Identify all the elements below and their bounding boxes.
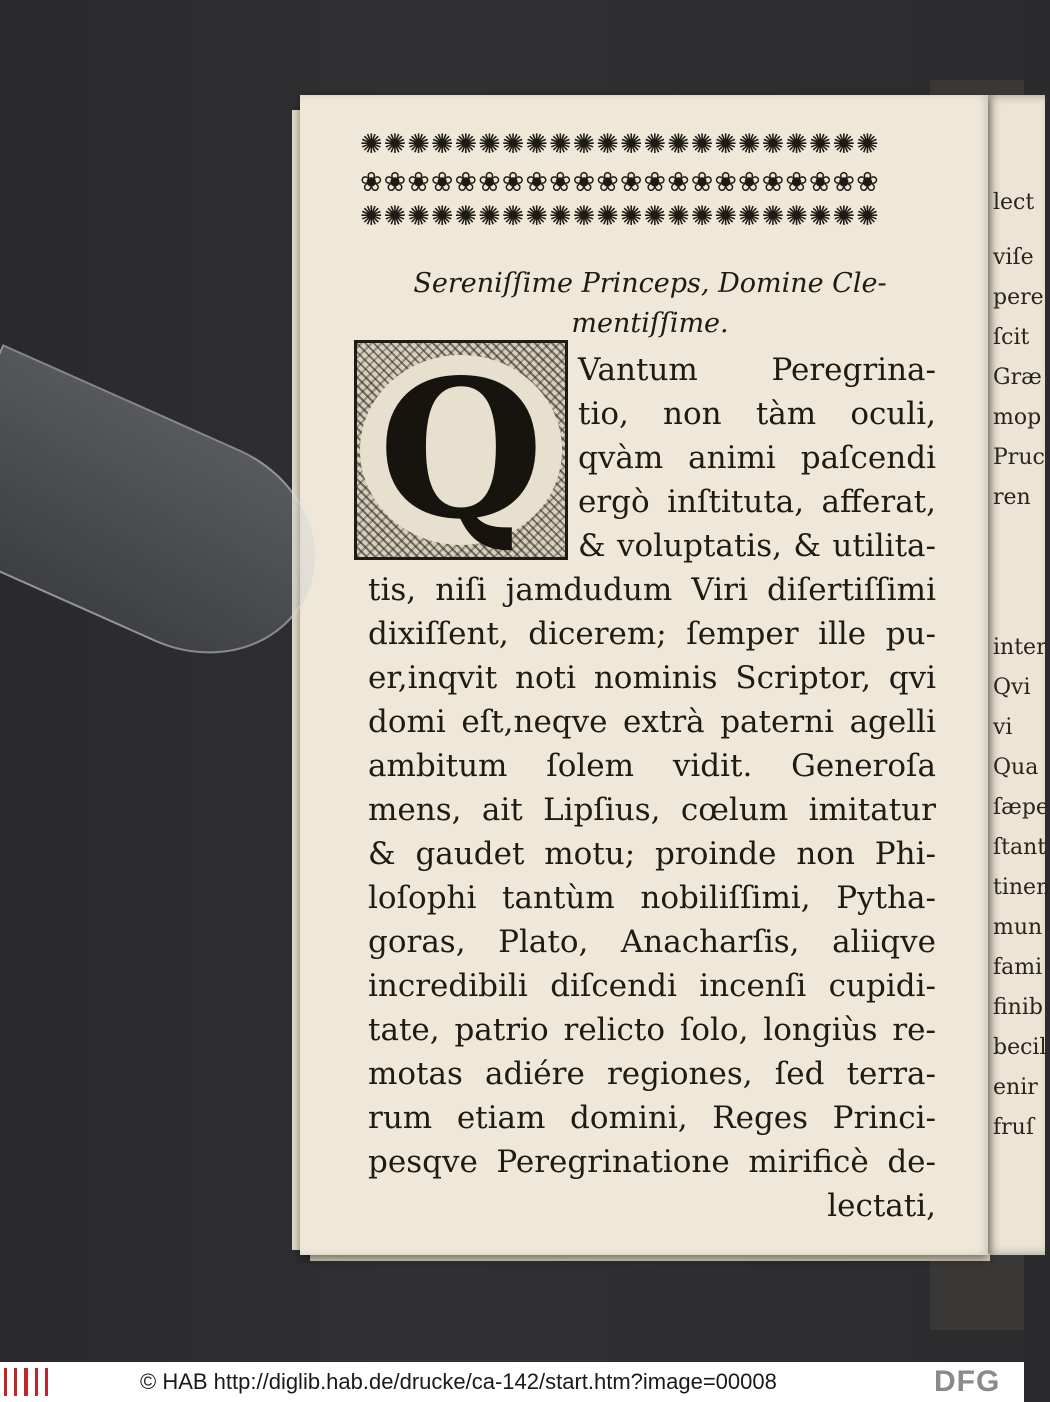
text-line: tis, niſi jamdudum Viri diſertiſſimi [368, 572, 936, 608]
ornament-border-row: ✺✺✺✺✺✺✺✺✺✺✺✺✺✺✺✺✺✺✺✺✺✺ [360, 129, 880, 160]
text-line: ambitum ſolem vidit. Generoſa [368, 748, 936, 784]
next-page-word: Qua [993, 755, 1039, 780]
next-page-word: becil [993, 1035, 1047, 1060]
text-line: tio, non tàm oculi, [578, 396, 936, 432]
next-page-word: viſe [993, 245, 1034, 270]
next-page-word: fami [993, 955, 1043, 980]
next-page-word: lect [993, 190, 1035, 215]
next-page-word: fruſ [993, 1115, 1034, 1140]
next-page-word: Græ [993, 365, 1042, 390]
text-line: incredibili diſcendi incenſi cupidi- [368, 968, 936, 1004]
text-line: motas adiére regiones, ſed terra- [368, 1056, 936, 1092]
footer-url[interactable]: © HAB http://diglib.hab.de/drucke/ca-142/start.htm?image=00008 [140, 1369, 777, 1394]
next-page-word: enir [993, 1075, 1038, 1100]
next-page-word: ſcit [993, 325, 1030, 350]
text-line: rum etiam domini, Reges Princi- [368, 1100, 936, 1136]
catchword: lectati, [827, 1188, 936, 1224]
next-page-word: finib [993, 995, 1043, 1020]
dfg-logo: DFG [934, 1365, 1001, 1398]
next-page-word: Qvi [993, 675, 1031, 700]
salutation-heading-line: Sereniſſime Princeps, Domine Cle- [413, 268, 887, 299]
next-page-word: ren [993, 485, 1031, 510]
text-line: Vantum Peregrina- [578, 352, 936, 388]
next-page-word: mun [993, 915, 1043, 940]
next-page-word: ſæpe [993, 795, 1049, 820]
text-line: mens, ait Lipſius, cœlum imitatur [368, 792, 936, 828]
text-line: dixiſſent, dicerem; ſemper ille pu- [368, 616, 936, 652]
initial-letter: Q [360, 355, 562, 545]
text-line: loſophi tantùm nobiliſſimi, Pytha- [368, 880, 936, 916]
ornament-border-row: ❀❀❀❀❀❀❀❀❀❀❀❀❀❀❀❀❀❀❀❀❀❀ [360, 167, 880, 198]
next-page-word: vi [993, 715, 1013, 740]
text-line: qvàm animi paſcendi [578, 440, 936, 476]
decorated-initial [354, 340, 568, 560]
next-page-word: tinen [993, 875, 1050, 900]
salutation-heading-line: mentiſſime. [571, 308, 729, 339]
text-line: & gaudet motu; proinde non Phi- [368, 836, 936, 872]
text-line: tate, patrio relicto ſolo, longiùs re- [368, 1012, 936, 1048]
text-line: & voluptatis, & utilita- [578, 528, 936, 564]
text-line: ergò inſtituta, afferat, [578, 484, 936, 520]
next-page-word: inter [993, 635, 1047, 660]
text-line: goras, Plato, Anacharſis, aliiqve [368, 924, 936, 960]
hab-logo-icon [4, 1368, 48, 1396]
next-page-word: ſtant [993, 835, 1047, 860]
next-page-word: mop [993, 405, 1042, 430]
text-line: domi eſt,neqve extrà paterni agelli [368, 704, 936, 740]
text-line: er,inqvit noti nominis Scriptor, qvi [368, 660, 936, 696]
next-page-word: Pruc [993, 445, 1045, 470]
next-page-word: pere [993, 285, 1044, 310]
next-page-fragment [985, 95, 1050, 1255]
footer-bar [0, 1362, 1024, 1402]
text-line: pesqve Peregrinatione mirificè de- [368, 1144, 936, 1180]
ornament-border-row: ✺✺✺✺✺✺✺✺✺✺✺✺✺✺✺✺✺✺✺✺✺✺ [360, 201, 880, 232]
